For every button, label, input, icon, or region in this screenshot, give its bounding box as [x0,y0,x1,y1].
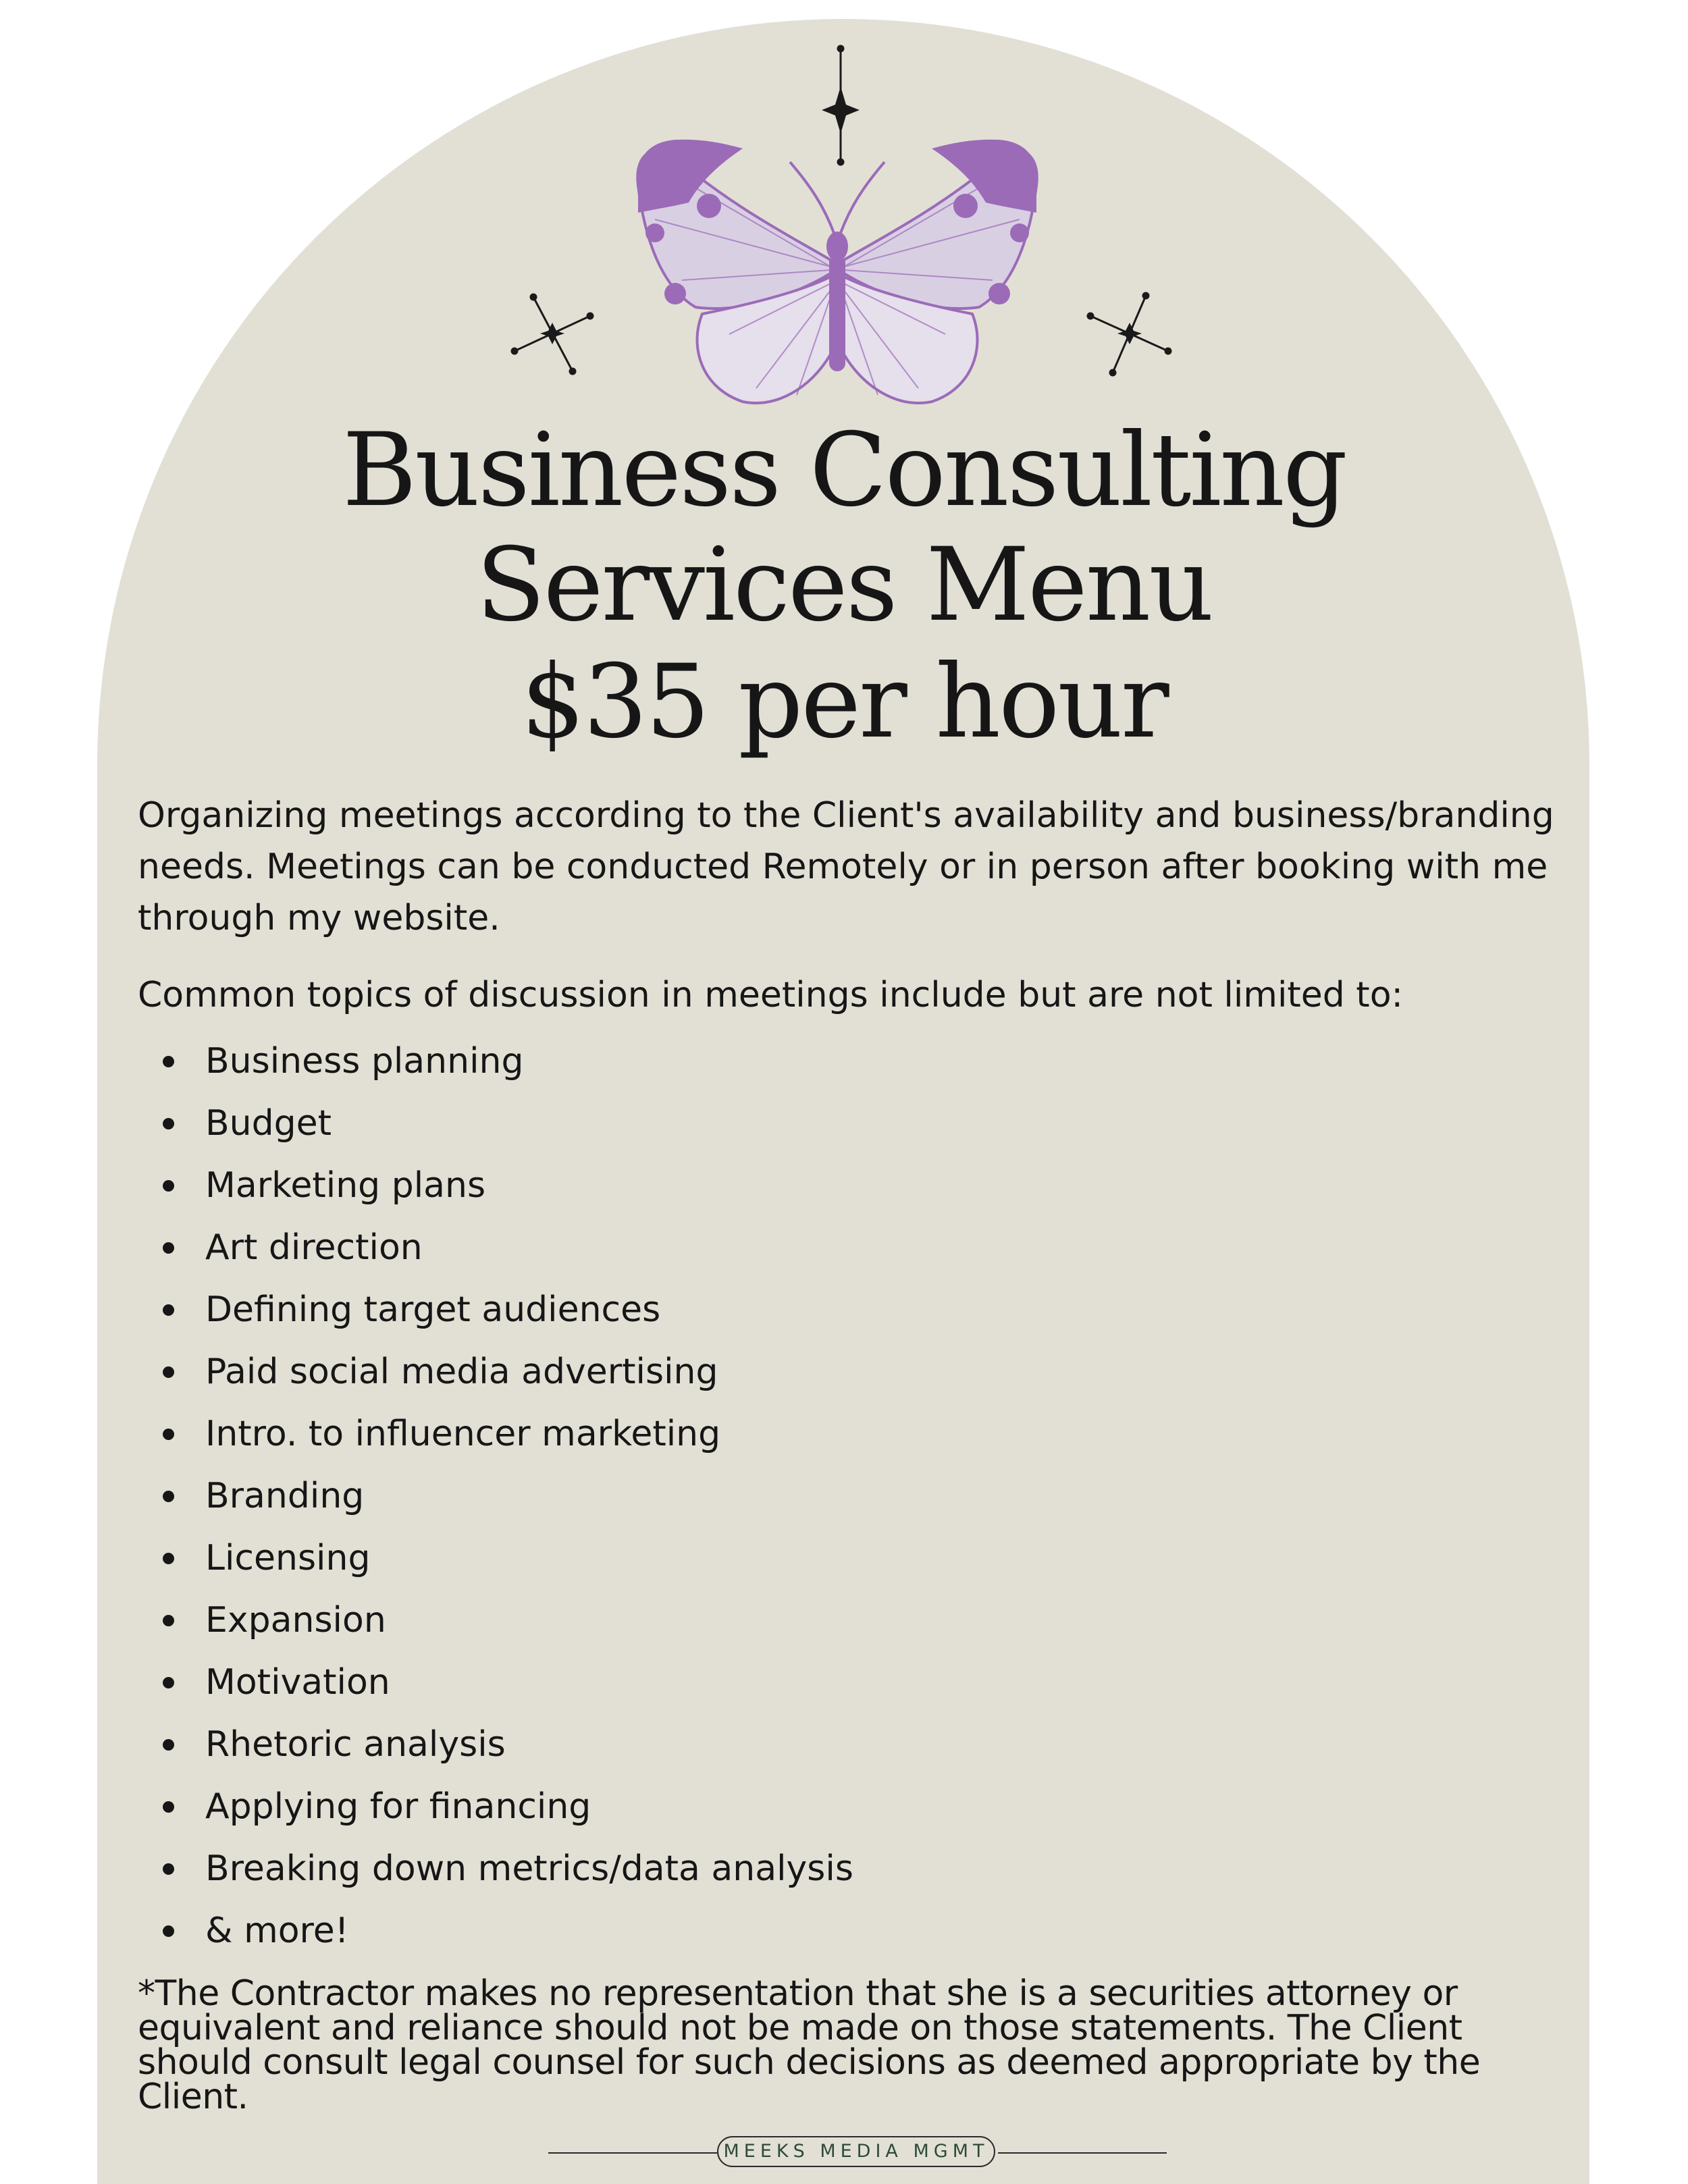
bullet-icon [163,1242,174,1254]
list-item-label: Intro. to influencer marketing [205,1414,721,1454]
list-item [138,1217,1569,1279]
list-item-label: Business planning [205,1041,524,1082]
bullet-icon [163,1615,174,1626]
bullet-icon [163,1925,174,1937]
bullet-icon [163,1863,174,1875]
intro-paragraph: Organizing meetings according to the Client's availability and business/branding needs. Meetings can be conducted Remotely or in person after booking with me through my website. [138,795,1554,938]
bullet-icon [163,1304,174,1316]
list-item [138,1279,1569,1341]
butterfly-icon [628,132,1047,415]
list-item [138,1527,1569,1589]
sparkle-star-icon [1087,292,1171,376]
bullet-icon [163,1366,174,1378]
content-section [138,790,1569,2117]
list-item [138,1030,1569,1092]
list-item-label: Defining target audiences [205,1289,661,1330]
list-item [138,1589,1569,1651]
list-item [138,1341,1569,1403]
footer-divider-left [548,2152,717,2154]
footer-divider-right [998,2152,1167,2154]
list-item-label: & more! [205,1911,349,1951]
list-item [138,1776,1569,1838]
list-item [138,1713,1569,1776]
bullet-icon [163,1677,174,1688]
list-item [138,1651,1569,1713]
list-item [138,1465,1569,1527]
topics-list [138,1030,1569,1962]
page-subtitle: Services Menu [476,527,1212,644]
bullet-icon [163,1118,174,1129]
footer-brand-badge: MEEKS MEDIA MGMT [717,2136,995,2167]
list-item-label: Motivation [205,1662,390,1703]
list-item-label: Branding [205,1476,365,1516]
list-item-label: Breaking down metrics/data analysis [205,1848,853,1889]
page-title: Business Consulting [342,412,1346,529]
bullet-icon [163,1180,174,1192]
topics-heading: Common topics of discussion in meetings include but are not limited to: [138,975,1404,1015]
list-item [138,1154,1569,1217]
bullet-icon [163,1553,174,1564]
list-item [138,1838,1569,1900]
bullet-icon [163,1491,174,1502]
bullet-icon [163,1056,174,1067]
list-item [138,1900,1569,1962]
price-heading: $35 per hour [521,643,1167,761]
disclaimer-text: *The Contractor makes no representation that she is a securities attorney or equivalent and reliance should not be made on those statements. The Client should consult legal counsel for such decisions as deemed appropriate by the Client. [138,1973,1481,2117]
bullet-icon [163,1739,174,1751]
bullet-icon [163,1801,174,1813]
list-item-label: Budget [205,1103,332,1144]
bullet-icon [163,1429,174,1440]
list-item-label: Applying for financing [205,1786,591,1827]
list-item [138,1403,1569,1465]
list-item-label: Paid social media advertising [205,1352,718,1392]
list-item-label: Marketing plans [205,1165,486,1206]
list-item-label: Rhetoric analysis [205,1724,506,1765]
list-item-label: Expansion [205,1600,386,1641]
list-item-label: Licensing [205,1538,371,1578]
sparkle-star-icon [511,294,594,375]
list-item [138,1092,1569,1154]
list-item-label: Art direction [205,1227,423,1268]
